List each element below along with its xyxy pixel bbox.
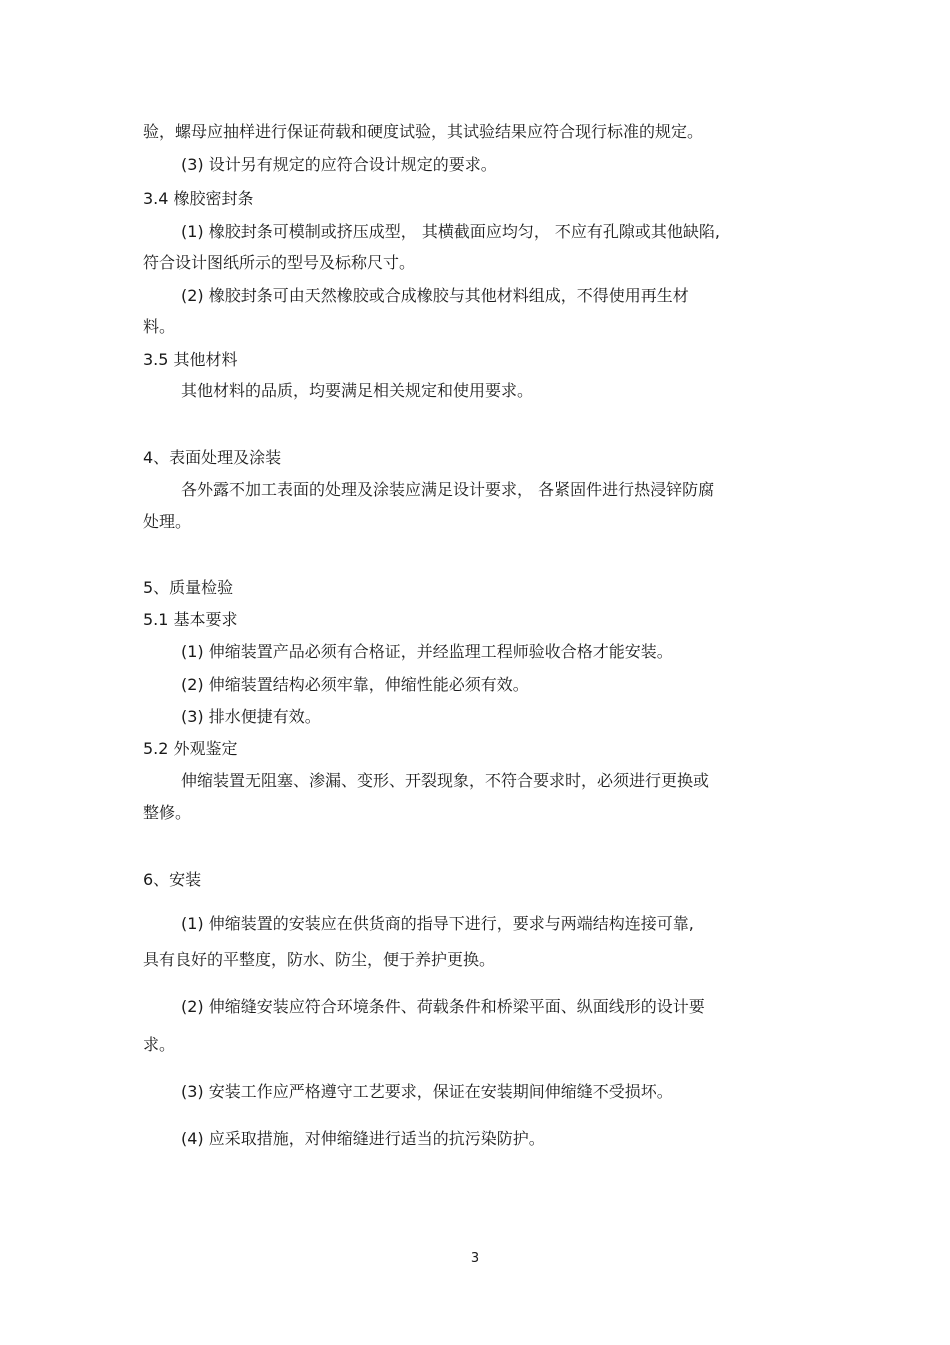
section-heading: 3.5 其他材料 bbox=[143, 350, 238, 369]
text-line: (1) 橡胶封条可模制或挤压成型， 其横截面应均匀， 不应有孔隙或其他缺陷, bbox=[181, 222, 721, 241]
section-heading: 6、安装 bbox=[143, 870, 202, 889]
text-line: (3) 排水便捷有效。 bbox=[181, 707, 321, 726]
text-line: 各外露不加工表面的处理及涂装应满足设计要求， 各紧固件进行热浸锌防腐 bbox=[181, 480, 715, 499]
text-line: 符合设计图纸所示的型号及标称尺寸。 bbox=[143, 253, 416, 272]
text-line: 处理。 bbox=[143, 512, 192, 531]
text-line: 其他材料的品质，均要满足相关规定和使用要求。 bbox=[181, 381, 534, 400]
text-line: 伸缩装置无阻塞、渗漏、变形、开裂现象，不符合要求时，必须进行更换或 bbox=[181, 771, 710, 790]
text-line: (2) 橡胶封条可由天然橡胶或合成橡胶与其他材料组成，不得使用再生材 bbox=[181, 286, 689, 305]
section-heading: 3.4 橡胶密封条 bbox=[143, 189, 254, 208]
text-line: (1) 伸缩装置的安装应在供货商的指导下进行，要求与两端结构连接可靠, bbox=[181, 914, 694, 933]
text-line: (3) 安装工作应严格遵守工艺要求，保证在安装期间伸缩缝不受损坏。 bbox=[181, 1082, 673, 1101]
text-line: 料。 bbox=[143, 317, 176, 336]
text-line: 具有良好的平整度，防水、防尘，便于养护更换。 bbox=[143, 950, 496, 969]
section-heading: 5.2 外观鉴定 bbox=[143, 739, 238, 758]
text-line: (1) 伸缩装置产品必须有合格证，并经监理工程师验收合格才能安装。 bbox=[181, 642, 673, 661]
section-heading: 4、表面处理及涂装 bbox=[143, 448, 282, 467]
text-line: (2) 伸缩装置结构必须牢靠，伸缩性能必须有效。 bbox=[181, 675, 529, 694]
text-line: (4) 应采取措施，对伸缩缝进行适当的抗污染防护。 bbox=[181, 1129, 545, 1148]
text-line: 整修。 bbox=[143, 803, 192, 822]
text-line: 求。 bbox=[143, 1035, 176, 1054]
text-line: (3) 设计另有规定的应符合设计规定的要求。 bbox=[181, 155, 497, 174]
section-heading: 5、质量检验 bbox=[143, 578, 234, 597]
section-heading: 5.1 基本要求 bbox=[143, 610, 238, 629]
text-line: (2) 伸缩缝安装应符合环境条件、荷载条件和桥梁平面、纵面线形的设计要 bbox=[181, 997, 705, 1016]
text-line: 验，螺母应抽样进行保证荷载和硬度试验，其试验结果应符合现行标准的规定。 bbox=[143, 122, 704, 141]
page-number: 3 bbox=[470, 1251, 480, 1266]
